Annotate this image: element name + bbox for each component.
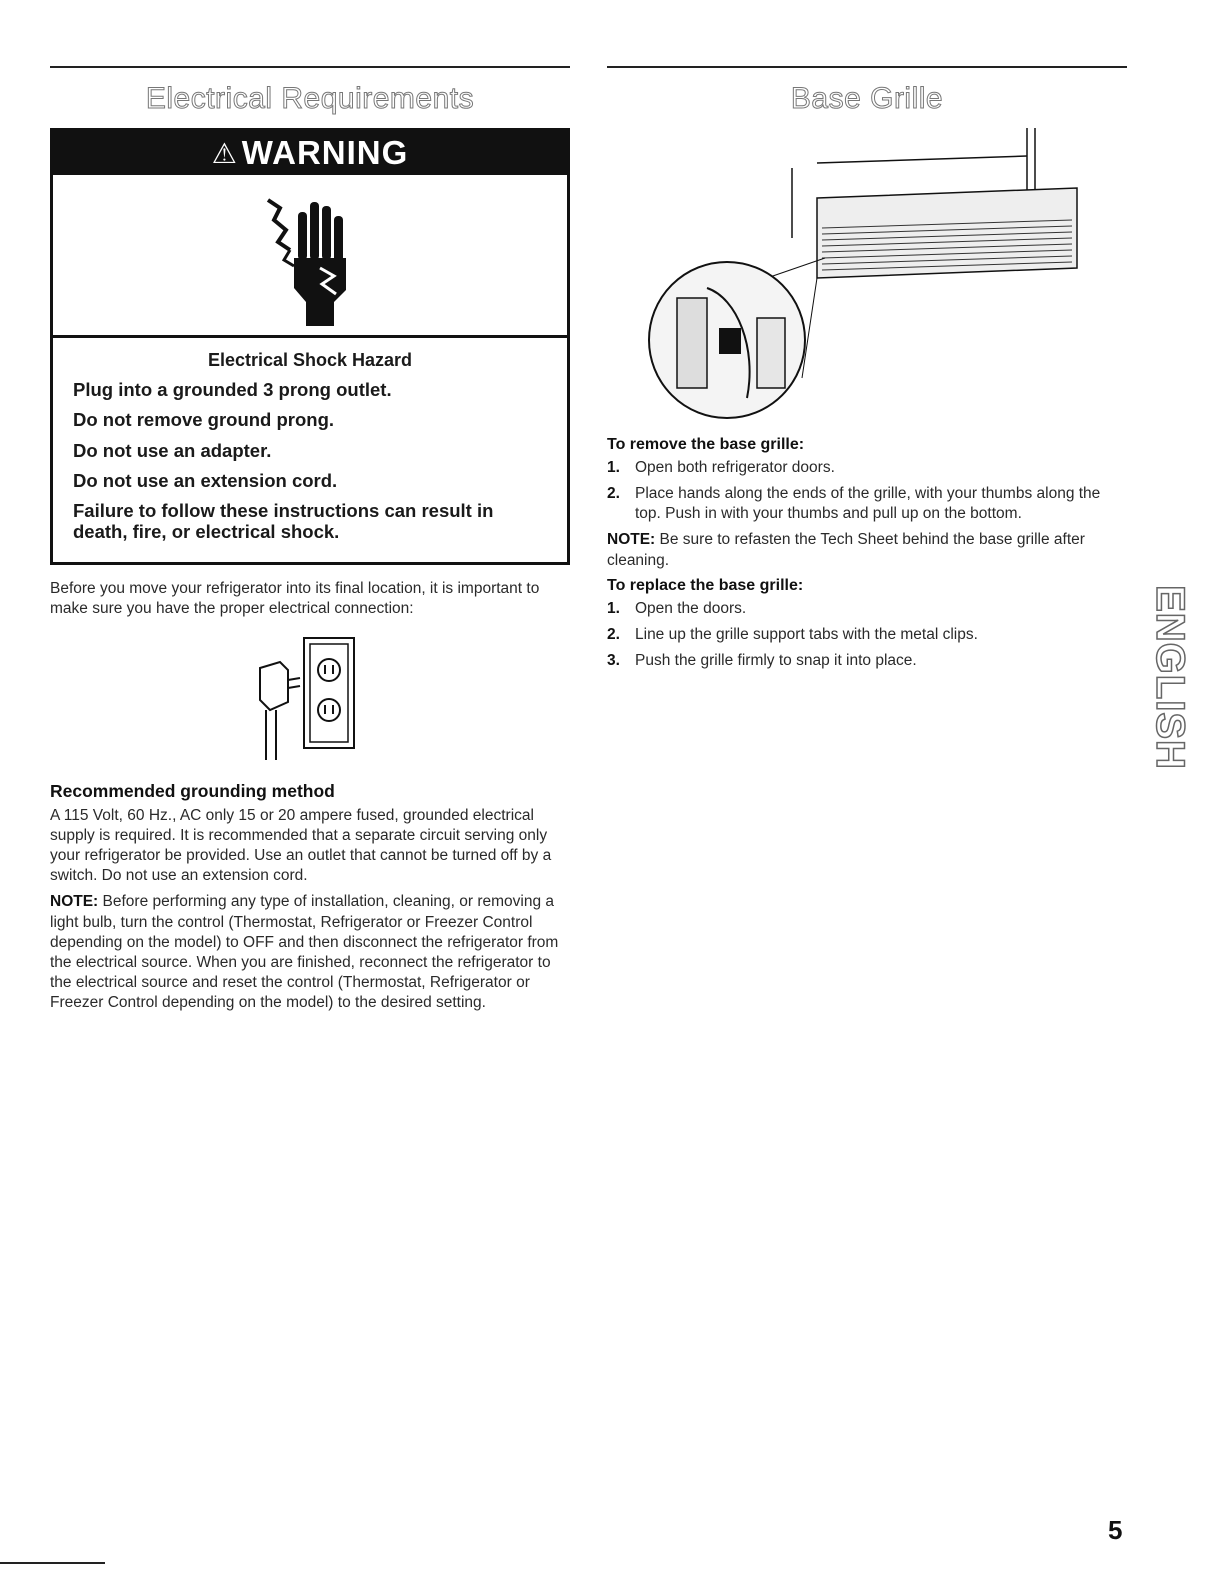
note-text: Before performing any type of installation, cleaning, or removing a light bulb, turn the control (Thermostat, Refrigerator or Freezer Control depending on the model) to OFF and then disconnect the refrigerator from the electrical source. When you are finished, reconnect the refrigerator to the electrical source and reset the control (Thermostat, Refrigerator or Freezer Control depending on the model) to the desired setting.	[50, 893, 559, 1012]
section-title: Base Grille	[790, 82, 944, 115]
language-label: ENGLISH	[1147, 585, 1192, 770]
base-grille-section	[607, 66, 1127, 677]
section-rule	[607, 66, 1127, 68]
base-grille-illustration	[607, 128, 1127, 428]
grille-note	[607, 530, 1127, 570]
grounding-text: A 115 Volt, 60 Hz., AC only 15 or 20 ampere fused, grounded electrical supply is required. It is recommended that a separate circuit serving only your refrigerator be provided. Use an outlet that cannot be turned off by a switch. Do not use an extension cord.	[50, 806, 552, 885]
electrical-requirements-section	[50, 66, 570, 1019]
warning-line: Do not use an extension cord.	[73, 469, 338, 491]
list-item	[607, 651, 1127, 671]
step-number: 2.	[607, 485, 620, 503]
footer-rule	[0, 1562, 105, 1564]
step-text: Open the doors.	[635, 599, 747, 617]
list-item	[607, 484, 1127, 524]
hazard-title: Electrical Shock Hazard	[207, 350, 413, 370]
warning-header-label: WARNING	[241, 134, 409, 171]
step-number: 1.	[607, 599, 620, 617]
warning-text	[53, 338, 567, 562]
warning-line: Do not remove ground prong.	[73, 409, 335, 431]
grounding-heading: Recommended grounding method	[50, 780, 335, 801]
warning-line: Do not use an adapter.	[73, 439, 272, 461]
shock-hazard-icon	[53, 175, 567, 338]
step-number: 1.	[607, 459, 620, 476]
intro-paragraph	[50, 579, 570, 619]
section-title: Electrical Requirements	[145, 82, 475, 115]
replace-heading: To replace the base grille:	[607, 576, 804, 594]
step-number: 2.	[607, 625, 620, 643]
step-text: Line up the grille support tabs with the metal clips.	[635, 625, 978, 643]
note-paragraph	[50, 892, 570, 1013]
warning-header	[53, 131, 567, 175]
step-number: 3.	[607, 651, 620, 669]
list-item	[607, 599, 1127, 619]
replace-steps	[607, 599, 1127, 671]
remove-steps	[607, 458, 1127, 524]
grounding-body	[50, 806, 570, 1013]
warning-triangle-icon: ⚠	[211, 137, 238, 169]
note-label: NOTE:	[50, 893, 99, 911]
step-text: Place hands along the ends of the grille, with your thumbs along the top. Push in with your thumbs and pull up on the bottom.	[635, 485, 1101, 523]
note-label: NOTE:	[607, 531, 656, 549]
warning-line: Plug into a grounded 3 prong outlet.	[73, 379, 392, 400]
note-text: Be sure to refasten the Tech Sheet behind the base grille after cleaning.	[607, 531, 1085, 569]
outlet-illustration	[50, 625, 570, 775]
step-text: Open both refrigerator doors.	[635, 459, 835, 476]
intro-text: Before you move your refrigerator into its final location, it is important to make sure you have the proper electrical connection:	[50, 579, 540, 617]
language-side-tab	[1147, 565, 1192, 790]
section-rule	[50, 66, 570, 68]
list-item	[607, 458, 1127, 478]
page-number: 5	[1108, 1515, 1123, 1545]
step-text: Push the grille firmly to snap it into place.	[635, 651, 917, 669]
warning-line: Failure to follow these instructions can result in death, fire, or electrical shock.	[73, 500, 494, 543]
warning-box	[50, 128, 570, 565]
list-item	[607, 625, 1127, 645]
remove-heading: To remove the base grille:	[607, 436, 805, 453]
